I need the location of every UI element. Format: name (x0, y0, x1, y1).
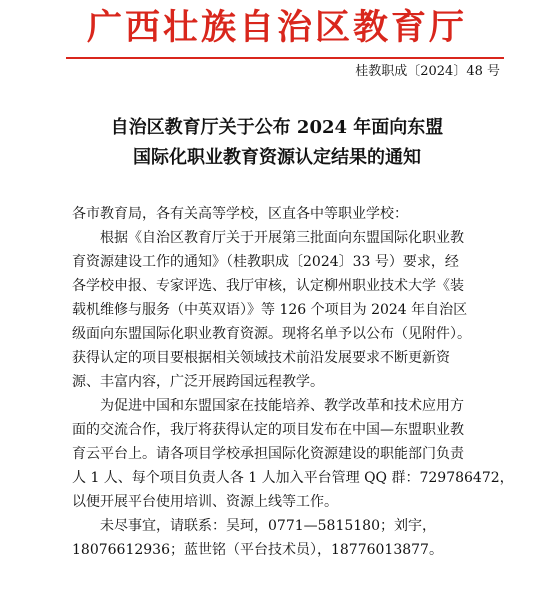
paragraph-1-line: 各学校申报、专家评选、我厅审核，认定柳州职业技术大学《装 (72, 278, 464, 294)
paragraph-1-line: 级面向东盟国际化职业教育资源。现将名单予以公布（见附件）。 (72, 326, 471, 342)
paragraph-1-line: 根据《自治区教育厅关于开展第三批面向东盟国际化职业教 (100, 230, 464, 246)
paragraph-2-line: 以便开展平台使用培训、资源上线等工作。 (72, 494, 338, 510)
notice-title-line-2: 国际化职业教育资源认定结果的通知 (133, 147, 421, 168)
paragraph-2-line: 为促进中国和东盟国家在技能培养、教学改革和技术应用方 (100, 398, 464, 414)
paragraph-2-line: 面的交流合作，我厅将获得认定的项目发布在中国—东盟职业教 (72, 422, 464, 438)
paragraph-2-line: 人 1 人、每个项目负责人各 1 人加入平台管理 QQ 群：729786472， (72, 470, 514, 486)
document-number: 桂教职成〔2024〕48 号 (355, 64, 500, 79)
notice-title-line-1: 自治区教育厅关于公布 2024 年面向东盟 (110, 117, 444, 138)
salutation: 各市教育局，各有关高等学校，区直各中等职业学校： (72, 206, 408, 222)
paragraph-3-line: 18076612936；蓝世铭（平台技术员），18776013877。 (72, 542, 443, 558)
paragraph-1-line: 载机维修与服务（中英双语）》等 126 个项目为 2024 年自治区 (72, 302, 468, 318)
paragraph-2-line: 育云平台上。请各项目学校承担国际化资源建设的职能部门负责 (72, 446, 464, 462)
paragraph-1-line: 获得认定的项目要根据相关领域技术前沿发展要求不断更新资 (72, 350, 450, 366)
paragraph-1-line: 育资源建设工作的通知》（桂教职成〔2024〕33 号）要求，经 (72, 254, 459, 270)
notice-body (72, 202, 514, 562)
paragraph-1-line: 源、丰富内容，广泛开展跨国远程教学。 (72, 374, 324, 390)
paragraph-3-line: 未尽事宜，请联系：吴珂，0771—5815180；刘宇， (100, 518, 436, 534)
red-divider-rule (66, 57, 504, 59)
masthead: 广西壮族自治区教育厅 (86, 7, 467, 48)
